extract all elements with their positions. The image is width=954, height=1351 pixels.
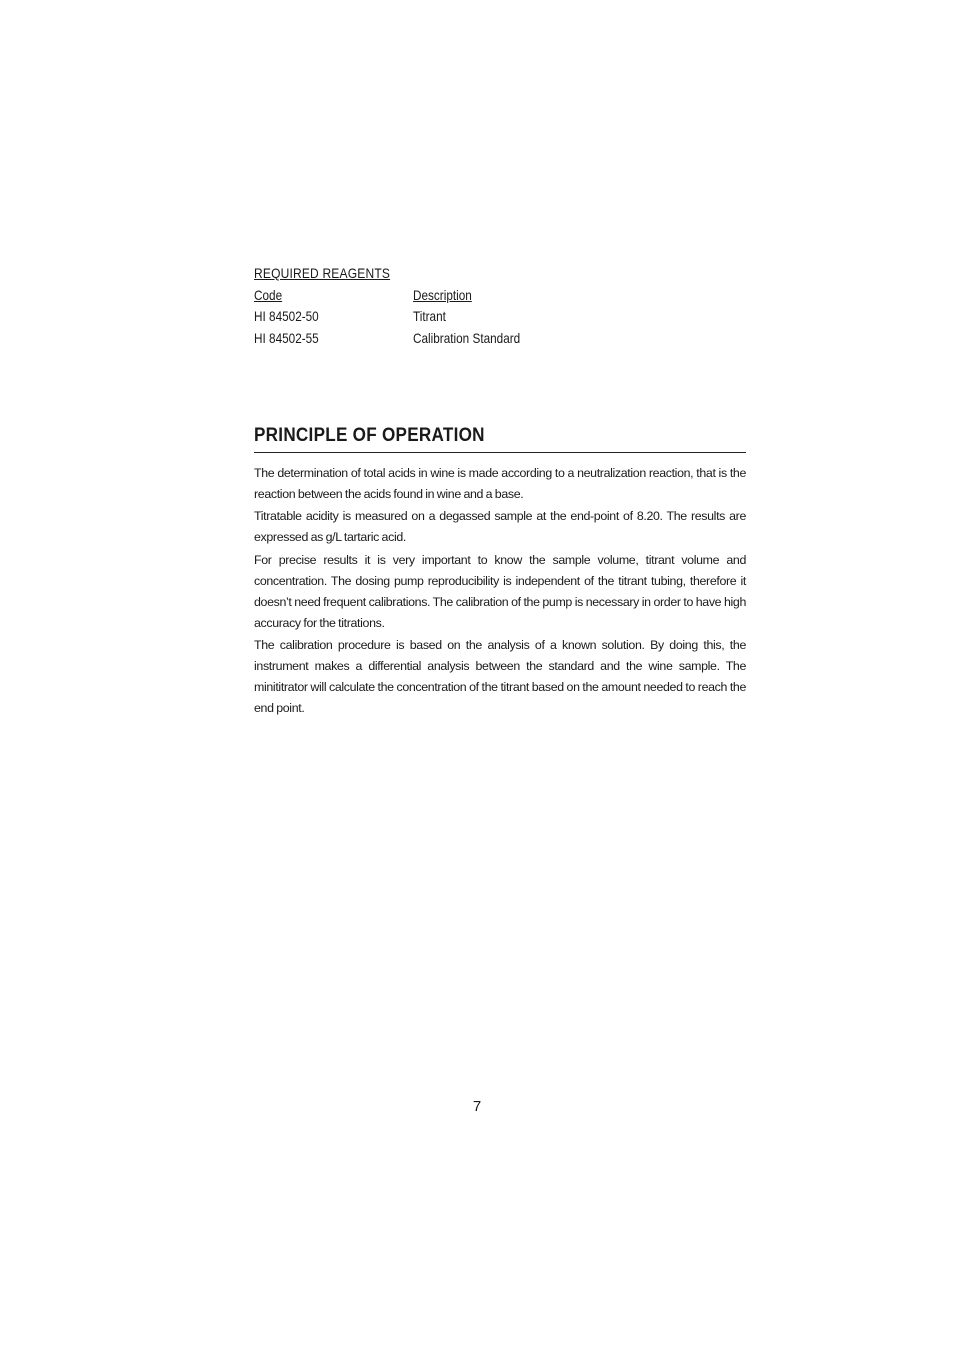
- table-row: [254, 306, 613, 328]
- reagent-description: Titrant: [413, 308, 446, 325]
- paragraph-precise-results: For precise results it is very important to know the sample volume, titrant volume and concentration. The dosing pump reproducibility is independent of the titrant tubing, therefore it doesn’t need frequent calibrations. The calibration of the pump is necessary in order to have high accuracy for the titrations.: [254, 552, 746, 630]
- required-reagents-heading: REQUIRED REAGENTS: [254, 265, 391, 281]
- principle-of-operation-heading: PRINCIPLE OF OPERATION: [254, 424, 746, 453]
- paragraph-neutralization: The determination of total acids in wine is made according to a neutralization reaction, that is the reaction between the acids found in wine and a base.: [254, 465, 746, 501]
- page-number: 7: [472, 1098, 482, 1115]
- reagent-code: HI 84502-55: [254, 329, 319, 346]
- code-column-header: Code: [254, 286, 283, 303]
- paragraph-titratable-acidity: Titratable acidity is measured on a degassed sample at the end-point of 8.20. The results are expressed as g/L tartaric acid.: [254, 509, 746, 544]
- reagent-description: Calibration Standard: [413, 329, 521, 346]
- page-content: [254, 262, 746, 721]
- table-row: [254, 327, 613, 349]
- principle-body: [254, 463, 746, 720]
- paragraph-calibration-procedure: The calibration procedure is based on the analysis of a known solution. By doing this, the instrument makes a differential analysis between the standard and the wine sample. The minititrator will calculate the concentration of the titrant based on the amount needed to reach the end point.: [254, 638, 746, 715]
- reagent-code: HI 84502-50: [254, 308, 319, 325]
- reagents-table: [254, 284, 613, 349]
- description-column-header: Description: [413, 286, 472, 303]
- reagents-table-header: [254, 284, 613, 306]
